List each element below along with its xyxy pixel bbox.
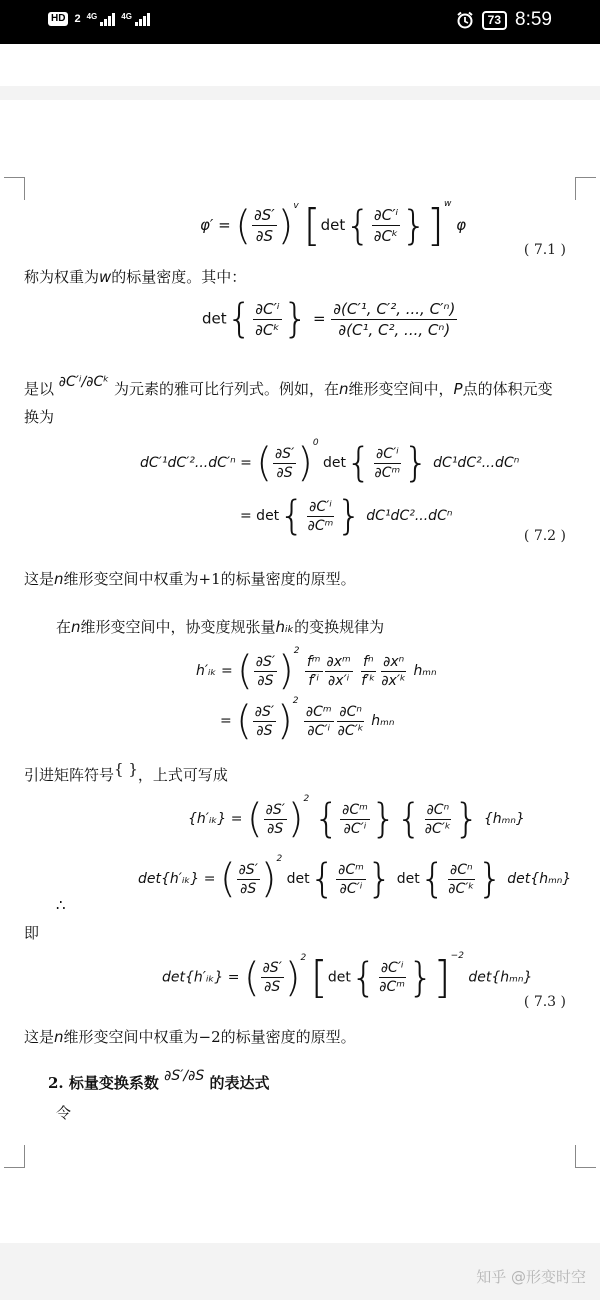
equation-number-7-3: ( 7.3 ) [523,994,566,1010]
equation-jacobian-det: det{ $\frac{\text{∂C′ⁱ}}{\text{∂Cᵏ}}$ } = $\frac{\text{∂(C′¹, C′², ..., C′ⁿ)}}{\text{∂(C¹, C², ..., Cⁿ)}}$ [202,296,456,342]
crop-mark-bottom-right [575,1145,596,1168]
document-page[interactable] [0,100,600,1243]
therefore-symbol: ∴ [56,896,66,914]
paragraph-weight-w: 称为权重为w的标量密度。其中： [24,268,247,286]
app-top-bar [0,44,600,86]
equation-matrix-form: {h′ᵢₖ} = ( $\frac{\partial S'}{\partial S}$ )$^2$ { $\frac{\text{∂Cᵐ}}{\text{∂C′ⁱ}}$ }{ $\frac{\text{∂Cⁿ}}{\text{∂C′ᵏ}}$ } {hₘₙ} [188,794,525,842]
equation-7-3: det{h′ᵢₖ} = ( $\frac{\partial S'}{\partial S}$ )$^2$ [det{ $\frac{\text{∂C′ⁱ}}{\text{∂Cᵐ}}$ }]$^{-2}$ det{hₘₙ} [162,950,533,1003]
signal-icon-1: 4G [87,12,116,26]
equation-number-7-1: ( 7.1 ) [523,242,566,258]
equation-h-transform-line1: h′ᵢₖ = ( $\frac{\partial S'}{\partial S}$ )$^2$ $\frac{\text{fᵐ}}{\text{f′ⁱ}}$ $\frac{\text{∂xᵐ}}{\text{∂x′ⁱ}}$ $\frac{\text{fⁿ}}{\text{f′ᵏ}}$ $\frac{\text{∂xⁿ}}{\text{∂x′ᵏ}}$ hₘₙ [196,646,437,694]
paragraph-matrix-symbol: 引进矩阵符号{ }，上式可写成 [24,760,228,784]
zhihu-watermark: 知乎 @形变时空 [476,1268,586,1286]
clock-time: 8:59 [515,9,552,30]
alarm-clock-icon [456,11,474,29]
status-right [456,9,552,31]
equation-h-transform-line2: = ( $\frac{\partial S'}{\partial S}$ )$^2$ $\frac{\text{∂Cᵐ}}{\text{∂C′ⁱ}}$ $\frac{\text{∂Cⁿ}}{\text{∂C′ᵏ}}$ hₘₙ [220,696,395,744]
equation-number-7-2: ( 7.2 ) [523,528,566,544]
status-left [48,12,150,26]
equation-det-form: det{h′ᵢₖ} = ( $\frac{\partial S'}{\partial S}$ )$^2$ det{ $\frac{\text{∂Cᵐ}}{\text{∂C′ⁱ}}$ } det{ $\frac{\text{∂Cⁿ}}{\text{∂C′ᵏ}}$ } det{hₘₙ} [138,854,572,902]
hd-badge: HD [48,12,68,26]
crop-mark-top-left [4,177,25,200]
status-bar [0,0,600,44]
paragraph-jacobian-cont: 换为 [24,408,55,426]
signal-icon-2: 4G [121,12,150,26]
section-heading-2: 2. 标量变换系数 ∂S′∕∂S 的表达式 [48,1068,270,1092]
paragraph-ji: 即 [24,924,40,942]
crop-mark-bottom-left [4,1145,25,1168]
sim-number: 2 [74,13,81,25]
equation-7-2-line1: dC′¹dC′²...dC′ⁿ = ( $\frac{\partial S'}{\partial S}$ )$^0$ det{ $\frac{\text{∂C′ⁱ}}{\text{∂Cᵐ}}$ } dC¹dC²...dCⁿ [140,438,520,486]
paragraph-jacobian: 是以 ∂C′ⁱ∕∂Cᵏ 为元素的雅可比行列式。例如，在n维形变空间中，P点的体积元变 [24,374,553,398]
paragraph-metric-tensor: 在n维形变空间中，协变度规张量hᵢₖ的变换规律为 [56,618,385,636]
battery-indicator: 73 [482,11,507,30]
equation-7-2-line2: = det{ $\frac{\text{∂C′ⁱ}}{\text{∂Cᵐ}}$ } dC¹dC²...dCⁿ [240,493,453,539]
paragraph-weight-minus2: 这是n维形变空间中权重为−2的标量密度的原型。 [24,1028,356,1046]
crop-mark-top-right [575,177,596,200]
paragraph-weight-plus1: 这是n维形变空间中权重为+1的标量密度的原型。 [24,570,356,588]
equation-7-1: φ′ = ( $\frac{\partial S'}{\partial S}$ )$^v$ [det{ $\frac{\text{∂C′ⁱ}}{\text{∂Cᵏ}}$ }]$^w$ φ [200,199,467,251]
paragraph-ling: 令 [56,1104,72,1122]
